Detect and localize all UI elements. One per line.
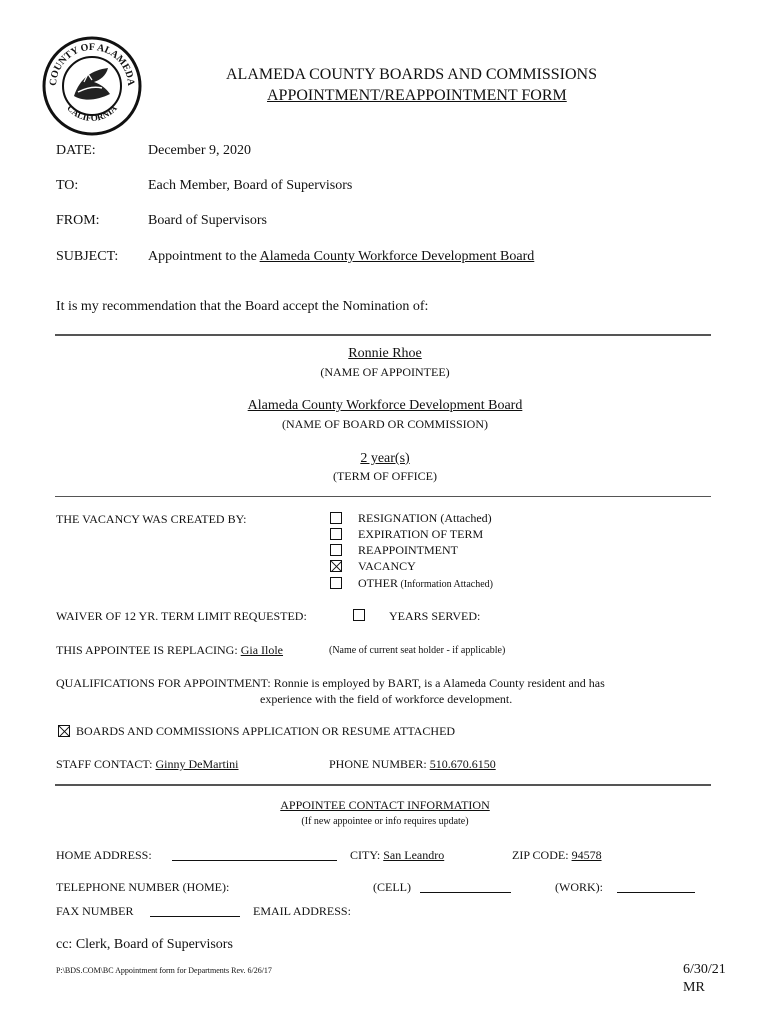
qualifications-line1: QUALIFICATIONS FOR APPOINTMENT: Ronnie is employed by BART, is a Alameda County resident and has — [56, 676, 605, 690]
subject-value: Alameda County Workforce Development Board — [259, 249, 535, 264]
subject-prefix: Appointment to the — [148, 249, 260, 264]
home-address-label: HOME ADDRESS: — [56, 848, 152, 862]
waiver-label: WAIVER OF 12 YR. TERM LIMIT REQUESTED: — [56, 609, 307, 623]
qualifications-line2: experience with the field of workforce development. — [260, 692, 513, 706]
staff-contact-value: Ginny DeMartini — [155, 757, 239, 771]
fax-field[interactable] — [150, 904, 240, 917]
divider-contact — [55, 784, 711, 786]
date-value: December 9, 2020 — [148, 143, 252, 158]
option-other — [358, 576, 493, 591]
replacing-note: (Name of current seat holder - if applicable) — [329, 645, 506, 656]
subject-line — [148, 249, 534, 265]
checkbox-expiration[interactable] — [330, 528, 342, 540]
cell-field[interactable] — [420, 880, 511, 893]
term-caption: (TERM OF OFFICE) — [332, 469, 437, 483]
recommendation-text: It is my recommendation that the Board accept the Nomination of: — [56, 299, 429, 314]
option-reappointment-label: REAPPOINTMENT — [358, 543, 459, 557]
option-resignation-label: RESIGNATION — [358, 511, 438, 525]
staff-contact — [56, 757, 239, 772]
seal-top-text: COUNTY OF ALAMEDA — [47, 41, 137, 87]
cell-label: (CELL) — [373, 880, 411, 894]
work-field[interactable] — [617, 880, 695, 893]
application-attached-label: BOARDS AND COMMISSIONS APPLICATION OR RESUME ATTACHED — [76, 724, 456, 738]
zip-code — [512, 848, 602, 863]
footer-date: 6/30/21 — [683, 962, 726, 977]
date-label: DATE: — [56, 143, 96, 158]
svg-text:CALIFORNIA — [65, 103, 119, 123]
option-resignation-note: (Attached) — [437, 511, 492, 525]
checkbox-waiver[interactable] — [353, 609, 365, 621]
vacancy-label: THE VACANCY WAS CREATED BY: — [56, 512, 247, 526]
replacing-value: Gia Ilole — [240, 643, 284, 657]
from-label: FROM: — [56, 213, 100, 228]
zip-value: 94578 — [571, 848, 602, 862]
contact-info-title: APPOINTEE CONTACT INFORMATION — [280, 798, 490, 812]
subject-label: SUBJECT: — [56, 249, 119, 264]
board-name-caption: (NAME OF BOARD OR COMMISSION) — [281, 417, 489, 431]
fax-label: FAX NUMBER — [56, 904, 134, 918]
replacing-label: THIS APPOINTEE IS REPLACING: — [56, 643, 241, 657]
appointee-name: Ronnie Rhoe — [348, 346, 422, 361]
zip-label: ZIP CODE: — [512, 848, 572, 862]
appointee-name-caption: (NAME OF APPOINTEE) — [320, 365, 450, 379]
checkbox-resignation[interactable] — [330, 512, 342, 524]
seal-bottom-text: CALIFORNIA — [65, 103, 119, 124]
work-label: (WORK): — [555, 880, 603, 894]
cc-line: cc: Clerk, Board of Supervisors — [56, 937, 233, 952]
option-vacancy-label: VACANCY — [358, 559, 416, 573]
contact-info-subtitle: (If new appointee or info requires update) — [301, 816, 469, 827]
city-value: San Leandro — [383, 848, 445, 862]
phone-value: 510.670.6150 — [429, 757, 496, 771]
telephone-home-label: TELEPHONE NUMBER (HOME): — [56, 880, 230, 894]
from-value: Board of Supervisors — [148, 213, 267, 228]
phone-label: PHONE NUMBER: — [329, 757, 430, 771]
years-served-label: YEARS SERVED: — [389, 609, 481, 623]
option-other-label: OTHER — [358, 576, 398, 590]
replacing-line — [56, 643, 283, 658]
form-title-line1: ALAMEDA COUNTY BOARDS AND COMMISSIONS — [226, 66, 598, 83]
phone-number — [329, 757, 496, 772]
to-value: Each Member, Board of Supervisors — [148, 178, 353, 193]
term-value: 2 year(s) — [360, 451, 410, 466]
option-other-note: (Information Attached) — [398, 579, 493, 590]
divider-top — [55, 334, 711, 336]
to-label: TO: — [56, 178, 79, 193]
footer-initials: MR — [683, 980, 705, 995]
option-expiration-label: EXPIRATION OF TERM — [358, 527, 484, 541]
board-name: Alameda County Workforce Development Board — [247, 398, 523, 413]
file-path: P:\BDS.COM\BC Appointment form for Departments Rev. 6/26/17 — [56, 966, 272, 975]
email-label: EMAIL ADDRESS: — [253, 904, 351, 918]
staff-contact-label: STAFF CONTACT: — [56, 757, 156, 771]
city — [350, 848, 444, 863]
checkbox-application-attached[interactable] — [58, 725, 70, 737]
checkbox-reappointment[interactable] — [330, 544, 342, 556]
option-resignation — [358, 511, 492, 526]
divider-vacancy — [55, 496, 711, 497]
county-seal — [40, 34, 144, 138]
home-address-field[interactable] — [172, 848, 337, 861]
form-title-line2: APPOINTMENT/REAPPOINTMENT FORM — [267, 87, 567, 104]
city-label: CITY: — [350, 848, 384, 862]
checkbox-vacancy[interactable] — [330, 560, 342, 572]
checkbox-other[interactable] — [330, 577, 342, 589]
